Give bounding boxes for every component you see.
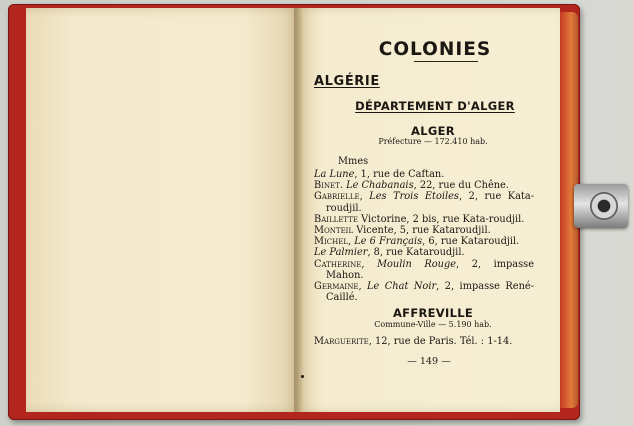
entry-name: Michel [314,236,349,248]
entry-establishment: Le Chabanais [346,180,414,192]
country-heading: ALGÉRIE [314,73,380,89]
listing-entry [314,247,534,258]
ink-speck [301,375,304,378]
city-subtitle-alger: Préfecture — 172.410 hab. [378,137,488,147]
page-content [314,39,535,368]
entry-name: Baillette [314,213,359,225]
metal-clasp [574,184,628,228]
listing-entry [314,281,534,303]
entry-address: Victorine, 2 bis, rue Kata-roudjil. [358,213,525,225]
section-title: COLONIES [378,39,492,60]
listing-entry [314,259,534,281]
book-gutter [294,8,302,412]
listing-entry [314,169,534,180]
entry-separator: , [361,258,377,270]
entries-affreville [314,336,534,347]
entry-establishment: Le 6 Français [354,236,423,248]
entries-alger [314,169,534,303]
city-heading-affreville: AFFREVILLE [392,306,473,321]
department-heading: DÉPARTEMENT D'ALGER [355,99,515,114]
entry-separator: , [348,236,355,248]
city-heading-alger: ALGER [411,123,455,138]
entry-address: , 1, rue de Caftan. [354,168,445,180]
entry-address: , 2, impasse Mahon. [326,258,534,281]
title-rule [414,61,478,62]
entry-name: Germaine [314,281,359,292]
listing-entry [314,214,534,225]
entry-name: Monteil [314,224,354,236]
page-number: — 149 — [407,356,451,368]
entry-address: , 2, impasse René-Caillé. [326,281,535,304]
entry-address: , 2, rue Kata-roudjil. [326,191,535,214]
entry-address: Vicente, 5, rue Kataroudjil. [353,224,491,236]
entry-establishment: Les Trois Etoiles [369,191,459,203]
listing-entry [314,191,534,213]
entry-establishment: La Lune [314,168,355,180]
entry-name: Binet [314,180,340,192]
clasp-ring-icon [590,192,618,220]
entry-establishment: Moulin Rouge [377,258,457,270]
entry-address: , 8, rue Kataroudjil. [367,247,465,259]
entry-name: Catherine [314,258,362,270]
entry-separator: , [358,281,368,292]
listing-entry [314,336,534,347]
entry-name: Gabrielle [314,191,360,203]
left-page-blank [26,8,298,412]
entry-establishment: Le Palmier [314,247,368,259]
salutation: Mmes [338,156,369,168]
entry-separator: , [359,191,370,203]
listing-entry [314,180,534,191]
entry-address: , 6, rue Kataroudjil. [422,236,520,248]
listing-entry [314,236,534,247]
entry-separator: . [339,180,347,192]
city-subtitle-affreville: Commune-Ville — 5.190 hab. [374,320,492,329]
entry-name: Marguerite [314,336,369,347]
entry-address: , 22, rue du Chêne. [413,180,509,192]
entry-establishment: Le Chat Noir [367,281,437,292]
listing-entry [314,225,534,236]
entry-address: , 12, rue de Paris. Tél. : 1-14. [368,336,513,347]
